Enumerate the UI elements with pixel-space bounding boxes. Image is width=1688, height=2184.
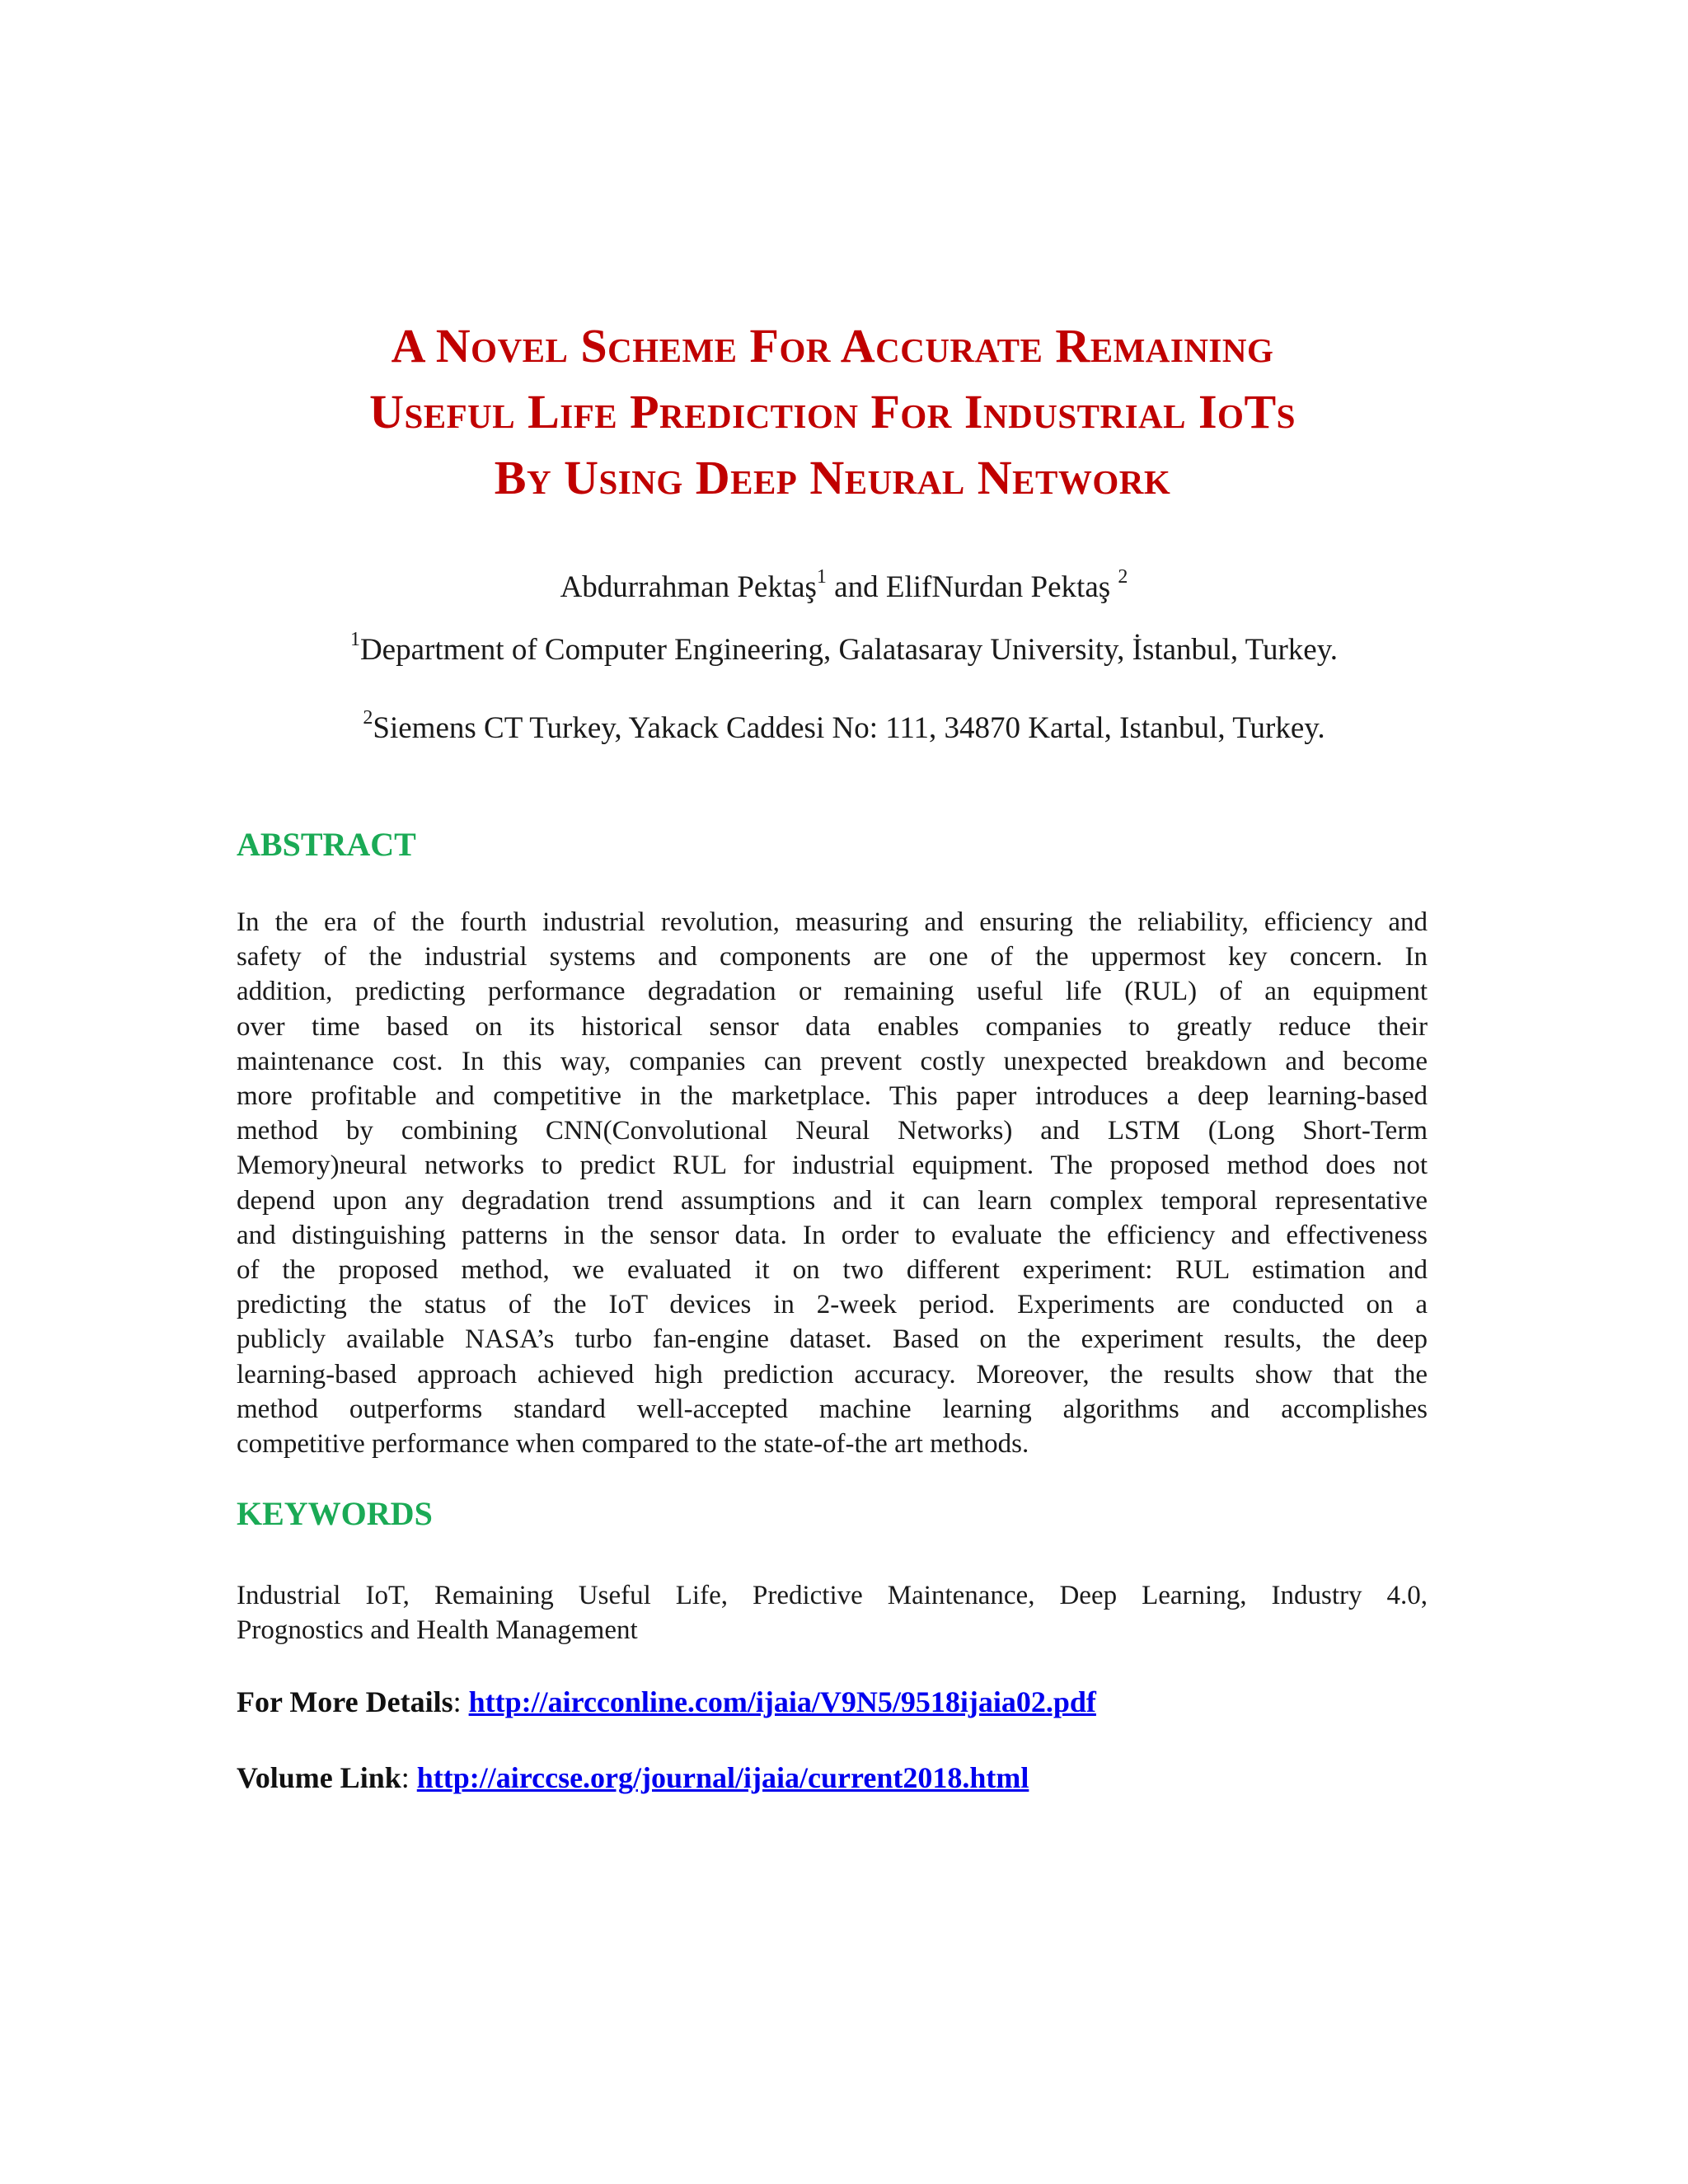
paper-title	[206, 313, 1459, 511]
abstract-line: competitive performance when compared to the state-of-the art methods.	[237, 1429, 1029, 1460]
abstract-body	[237, 905, 1428, 1461]
abstract-line: method outperforms standard well-accepted machine learning algorithms and accomplishes	[237, 1394, 1428, 1424]
author-superscript: 2	[1118, 565, 1128, 588]
abstract-line: publicly available NASA’s turbo fan-engine dataset. Based on the experiment results, the deep	[237, 1324, 1428, 1355]
affiliation-text: Siemens CT Turkey, Yakack Caddesi No: 111, 34870 Kartal, Istanbul, Turkey.	[373, 711, 1325, 745]
volume-link-row	[237, 1757, 1029, 1798]
author-name: ElifNurdan Pektaş	[885, 570, 1118, 604]
more-details-row	[237, 1681, 1096, 1722]
volume-link-separator: :	[401, 1761, 417, 1794]
title-line: By Using Deep Neural Network	[494, 451, 1171, 504]
abstract-line: depend upon any degradation trend assumptions and it can learn complex temporal representative	[237, 1185, 1428, 1216]
more-details-label: For More Details	[237, 1685, 453, 1718]
abstract-line: over time based on its historical sensor data enables companies to greatly reduce their	[237, 1011, 1428, 1042]
author-superscript: 1	[816, 565, 827, 588]
abstract-line: of the proposed method, we evaluated it on two different experiment: RUL estimation and	[237, 1255, 1428, 1286]
abstract-heading: ABSTRACT	[237, 826, 416, 863]
affiliation-superscript: 2	[363, 706, 373, 729]
abstract-line: more profitable and competitive in the marketplace. This paper introduces a deep learning-based	[237, 1081, 1428, 1112]
abstract-line: predicting the status of the IoT devices in 2-week period. Experiments are conducted on a	[237, 1290, 1428, 1320]
abstract-line: addition, predicting performance degradation or remaining useful life (RUL) of an equipment	[237, 977, 1428, 1007]
volume-link[interactable]: http://airccse.org/journal/ijaia/current2018.html	[416, 1761, 1029, 1794]
affiliation-text: Department of Computer Engineering, Galatasaray University, İstanbul, Turkey.	[359, 633, 1339, 667]
affiliation	[0, 630, 1688, 671]
abstract-line: maintenance cost. In this way, companies can prevent costly unexpected breakdown and become	[237, 1046, 1428, 1076]
affiliation-superscript: 1	[349, 628, 360, 650]
keywords-heading: KEYWORDS	[237, 1495, 433, 1532]
author-list	[0, 567, 1688, 608]
abstract-line: Memory)neural networks to predict RUL for industrial equipment. The proposed method does not	[237, 1151, 1428, 1181]
author-connector: and	[826, 570, 886, 604]
more-details-separator: :	[452, 1685, 469, 1718]
abstract-line: and distinguishing patterns in the sensor data. In order to evaluate the efficiency and effectiveness	[237, 1220, 1428, 1250]
volume-link-label: Volume Link	[237, 1761, 401, 1794]
more-details-link[interactable]: http://aircconline.com/ijaia/V9N5/9518ijaia02.pdf	[468, 1685, 1096, 1718]
title-line: A Novel Scheme For Accurate Remaining	[391, 319, 1274, 373]
keywords-line: Industrial IoT, Remaining Useful Life, Predictive Maintenance, Deep Learning, Industry 4.0,	[237, 1581, 1428, 1610]
author-name: Abdurrahman Pektaş	[560, 570, 817, 604]
abstract-line: learning-based approach achieved high prediction accuracy. Moreover, the results show that the	[237, 1359, 1428, 1390]
title-line: Useful Life Prediction For Industrial IoTs	[369, 385, 1296, 438]
abstract-line: method by combining CNN(Convolutional Neural Networks) and LSTM (Long Short-Term	[237, 1116, 1428, 1146]
keywords-line: Prognostics and Health Management	[237, 1615, 638, 1646]
abstract-line: In the era of the fourth industrial revolution, measuring and ensuring the reliability, efficiency and	[237, 907, 1428, 937]
keywords-body	[237, 1578, 1428, 1647]
abstract-line: safety of the industrial systems and components are one of the uppermost key concern. In	[237, 942, 1428, 972]
affiliation	[0, 708, 1688, 749]
